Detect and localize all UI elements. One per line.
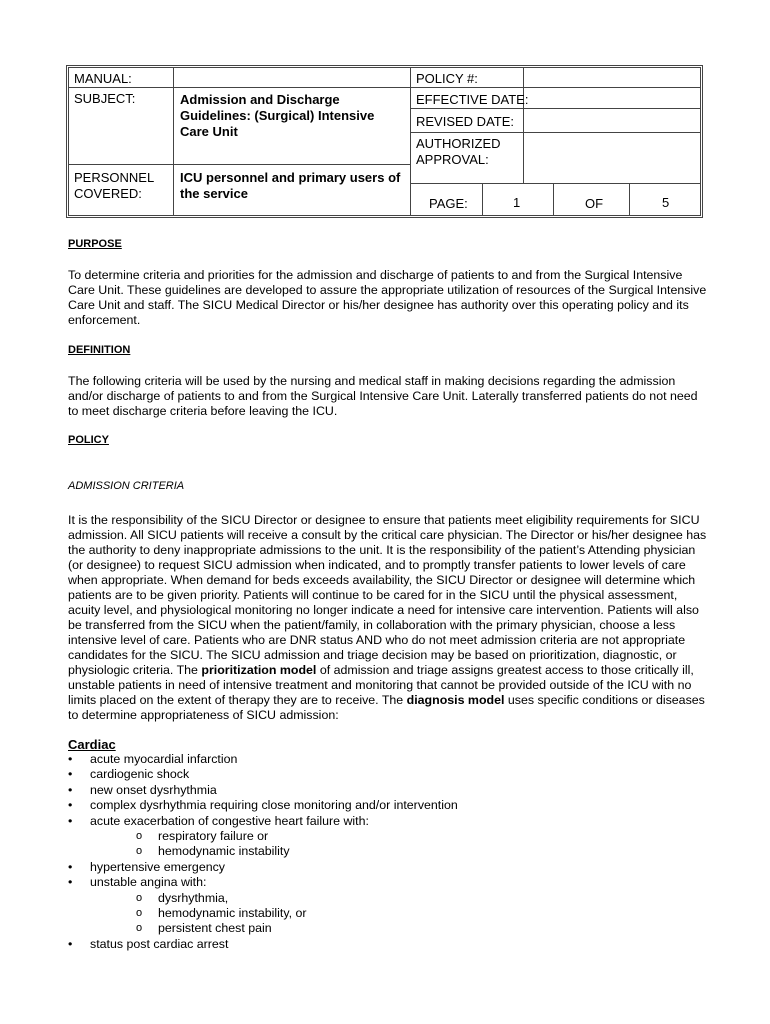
- divider: [553, 183, 554, 215]
- list-item-text: acute exacerbation of congestive heart failure with:: [90, 813, 369, 828]
- list-item: • cardiogenic shock: [68, 767, 708, 782]
- divider: [173, 87, 410, 88]
- divider: [410, 183, 700, 184]
- list-item: • new onset dysrhythmia: [68, 783, 708, 798]
- sub-list-item-text: dysrhythmia,: [158, 890, 229, 905]
- of-label: OF: [585, 196, 604, 211]
- divider: [629, 183, 630, 215]
- sub-list-item: [90, 891, 708, 906]
- admission-text-part-2: of admission and triage assigns greatest access to those critically ill, unstable patients in need of intensive treatment and monitoring that cannot be provided outside of the ICU with no limits placed on the extent of therapy they are to receive. The: [68, 663, 694, 707]
- page-total: 5: [662, 195, 670, 210]
- sub-list-item-text: respiratory failure or: [158, 829, 269, 844]
- policy-number-label: POLICY #:: [416, 71, 478, 86]
- sub-list-item: [90, 921, 708, 936]
- list-item: [68, 875, 708, 937]
- page-number: 1: [513, 195, 521, 210]
- policy-heading: POLICY: [68, 434, 109, 446]
- effective-date-label: EFFECTIVE DATE:: [416, 92, 529, 107]
- sub-list-item-text: persistent chest pain: [158, 921, 272, 936]
- definition-heading: DEFINITION: [68, 344, 131, 356]
- divider: [173, 68, 174, 215]
- purpose-heading: PURPOSE: [68, 238, 122, 250]
- definition-text: The following criteria will be used by the nursing and medical staff in making decisions regarding the admission and/or discharge of patients to and from the Surgical Intensive Care Unit. Laterally transferred patients do not need to meet discharge criteria before leaving the ICU.: [68, 374, 698, 418]
- divider: [69, 164, 410, 165]
- list-item-text: unstable angina with:: [90, 875, 207, 890]
- divider: [410, 132, 700, 133]
- sub-list-item-text: hemodynamic instability: [158, 844, 290, 859]
- sub-list: [90, 891, 708, 937]
- divider: [523, 68, 524, 183]
- divider: [410, 68, 411, 215]
- divider: [410, 87, 700, 88]
- divider: [69, 87, 173, 88]
- cardiac-criteria-list: [68, 752, 708, 952]
- sub-list-item-text: hemodynamic instability, or: [158, 906, 307, 921]
- list-item: • complex dysrhythmia requiring close monitoring and/or intervention: [68, 798, 708, 813]
- list-item: • status post cardiac arrest: [68, 937, 708, 952]
- admission-criteria-heading: ADMISSION CRITERIA: [68, 480, 185, 492]
- sub-list: [90, 829, 708, 860]
- revised-date-label: REVISED DATE:: [416, 114, 515, 129]
- sub-list-item: [90, 906, 708, 921]
- manual-label: MANUAL:: [74, 71, 132, 86]
- list-item: • acute myocardial infarction: [68, 752, 708, 767]
- list-item: [68, 814, 708, 860]
- divider: [482, 183, 483, 215]
- subject-label: SUBJECT:: [74, 91, 136, 106]
- personnel-label: PERSONNEL COVERED:: [74, 170, 154, 201]
- diagnosis-model-term: diagnosis model: [406, 693, 505, 707]
- authorized-approval-label: AUTHORIZED APPROVAL:: [416, 136, 501, 167]
- page-label: PAGE:: [429, 196, 468, 211]
- sub-list-item: [90, 829, 708, 844]
- admission-text-part-1: It is the responsibility of the SICU Director or designee to ensure that patients meet eligibility requirements for SICU admission. All SICU patients will receive a consult by the critical care physician. The Director or his/her designee has the authority to deny inappropriate admissions to the unit. It is the responsibility of the patient’s Attending physician (or designee) to request SICU admission when indicated, and to promptly transfer patients to lower levels of care when appropriate. When demand for beds exceeds availability, the SICU Director or designee will determine which patients are to be given priority. Patients will continue to be cared for in the SICU until the physical assessment, acuity level, and physiological monitoring no longer indicate a need for intensive care intervention. Patients will also be transferred from the SICU when the patient/family, in collaboration with the primary physician, choose a less intensive level of care. Patients who are DNR status AND who do not meet admission criteria are not appropriate candidates for the SICU. The SICU admission and triage decision may be based on prioritization, diagnostic, or physiologic criteria. The: [68, 513, 707, 677]
- policy-header-table: [66, 65, 703, 218]
- prioritization-model-term: prioritization model: [201, 663, 317, 677]
- list-item: • hypertensive emergency: [68, 860, 708, 875]
- subject-value: Admission and Discharge Guidelines: (Surgical) Intensive Care Unit: [180, 92, 375, 139]
- sub-list-item: [90, 844, 708, 859]
- purpose-text: To determine criteria and priorities for the admission and discharge of patients to and from the Surgical Intensive Care Unit. These guidelines are developed to assure the appropriate utilization of resources of the Surgical Intensive Care Unit and staff. The SICU Medical Director or his/her designee has authority over this operating policy and its enforcement.: [68, 268, 707, 327]
- admission-text-part-3: uses specific conditions or diseases to determine appropriateness of SICU admission:: [68, 693, 705, 722]
- personnel-value: ICU personnel and primary users of the service: [180, 170, 401, 201]
- admission-criteria-text: [68, 513, 708, 723]
- cardiac-heading: Cardiac: [68, 737, 116, 752]
- divider: [410, 108, 700, 109]
